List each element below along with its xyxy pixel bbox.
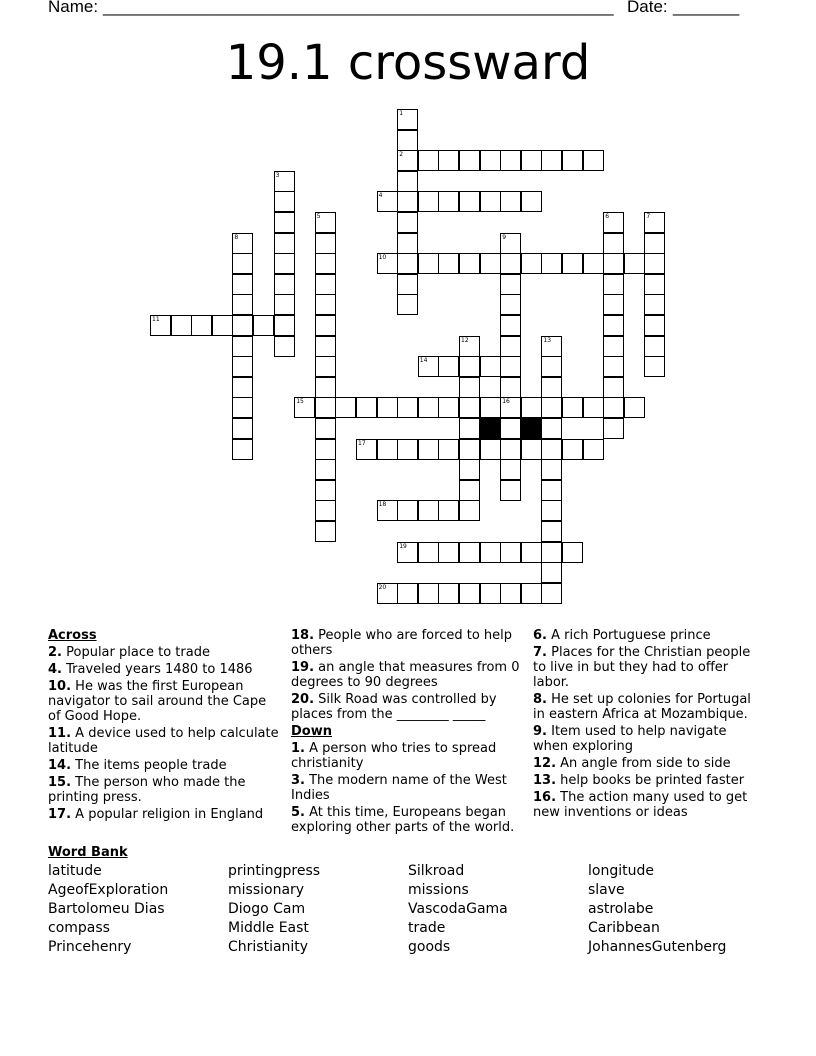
grid-cell[interactable] — [397, 109, 418, 130]
grid-cell[interactable] — [274, 336, 295, 357]
word-bank-entry: missions — [408, 882, 469, 898]
grid-cell[interactable] — [315, 377, 336, 398]
grid-cell[interactable] — [232, 253, 253, 274]
grid-cell[interactable] — [480, 253, 501, 274]
clue-number: 14 — [419, 357, 428, 365]
clue-number-label: 13. — [533, 773, 557, 788]
clue-number-label: 12. — [533, 756, 557, 771]
grid-cell[interactable] — [274, 274, 295, 295]
clue-number-label: 4. — [48, 662, 62, 677]
grid-cell[interactable] — [459, 439, 480, 460]
clue-c-0 — [291, 741, 523, 771]
grid-cell[interactable] — [377, 253, 398, 274]
grid-cell[interactable] — [397, 294, 418, 315]
grid-cell[interactable] — [438, 191, 459, 212]
grid-cell[interactable] — [480, 191, 501, 212]
grid-cell[interactable] — [315, 439, 336, 460]
grid-cell[interactable] — [521, 583, 542, 604]
clue-a-2 — [48, 679, 280, 724]
grid-cell[interactable] — [171, 315, 192, 336]
grid-cell[interactable] — [315, 253, 336, 274]
clue-number: 20 — [378, 583, 387, 591]
clue-b-2 — [291, 692, 523, 722]
grid-cell[interactable] — [521, 542, 542, 563]
clue-number: 11 — [152, 316, 160, 323]
grid-cell[interactable] — [377, 397, 398, 418]
grid-cell[interactable] — [480, 542, 501, 563]
clue-b-1 — [291, 660, 523, 690]
grid-cell[interactable] — [438, 583, 459, 604]
grid-cell[interactable] — [397, 233, 418, 254]
grid-cell[interactable] — [459, 191, 480, 212]
clue-number: 16 — [502, 398, 510, 406]
grid-cell[interactable] — [274, 191, 295, 212]
grid-cell[interactable] — [232, 233, 253, 254]
grid-cell[interactable] — [274, 212, 295, 233]
grid-cell[interactable] — [541, 150, 562, 171]
grid-cell[interactable] — [315, 418, 336, 439]
grid-cell[interactable] — [315, 212, 336, 233]
clue-text: The person who made the printing press. — [48, 775, 246, 805]
date-field[interactable]: _______ — [673, 0, 740, 16]
clue-text: People who are forced to help others — [291, 628, 513, 658]
grid-cell[interactable] — [274, 253, 295, 274]
grid-cell[interactable] — [644, 212, 665, 233]
grid-cell[interactable] — [315, 233, 336, 254]
grid-cell[interactable] — [253, 315, 274, 336]
grid-cell[interactable] — [562, 397, 583, 418]
grid-cell[interactable] — [480, 583, 501, 604]
grid-cell[interactable] — [583, 253, 604, 274]
grid-cell[interactable] — [274, 171, 295, 192]
grid-cell[interactable] — [232, 356, 253, 377]
clue-d-5 — [533, 773, 758, 788]
grid-cell[interactable] — [315, 521, 336, 542]
grid-cell[interactable] — [541, 583, 562, 604]
grid-cell[interactable] — [500, 397, 521, 418]
grid-cell[interactable] — [500, 191, 521, 212]
grid-cell[interactable] — [603, 397, 624, 418]
grid-cell[interactable] — [500, 233, 521, 254]
clue-number-label: 5. — [291, 805, 305, 820]
grid-cell[interactable] — [274, 315, 295, 336]
grid-cell[interactable] — [418, 356, 439, 377]
clues-column-2 — [291, 628, 523, 837]
grid-cell[interactable] — [521, 150, 542, 171]
grid-cell[interactable] — [644, 253, 665, 274]
clue-number-label: 14. — [48, 758, 72, 773]
grid-cell[interactable] — [541, 377, 562, 398]
grid-cell[interactable] — [459, 150, 480, 171]
grid-cell[interactable] — [418, 583, 439, 604]
grid-cell[interactable] — [315, 480, 336, 501]
grid-cell[interactable] — [603, 315, 624, 336]
clue-text: A popular religion in England — [71, 807, 264, 822]
grid-cell[interactable] — [232, 439, 253, 460]
clue-text: an angle that measures from 0 degrees to 90 degrees — [291, 660, 520, 690]
word-bank-entry: AgeofExploration — [48, 882, 169, 898]
word-bank-entry: Middle East — [228, 920, 309, 936]
grid-cell[interactable] — [356, 439, 377, 460]
grid-cell[interactable] — [438, 150, 459, 171]
grid-cell[interactable] — [438, 500, 459, 521]
clue-number-label: 3. — [291, 773, 305, 788]
clue-a-4 — [48, 758, 280, 773]
grid-cell[interactable] — [541, 500, 562, 521]
grid-cell[interactable] — [541, 418, 562, 439]
grid-cell[interactable] — [418, 542, 439, 563]
grid-cell[interactable] — [232, 336, 253, 357]
clue-number: 5 — [316, 213, 321, 220]
grid-cell[interactable] — [274, 233, 295, 254]
clue-text: At this time, Europeans began exploring other parts of the world. — [291, 805, 515, 835]
word-bank-entry: Silkroad — [408, 863, 465, 879]
grid-cell[interactable] — [541, 253, 562, 274]
clue-text: A device used to help calculate latitude — [48, 726, 279, 756]
word-bank-entry: printingpress — [228, 863, 321, 879]
grid-cell[interactable] — [521, 191, 542, 212]
grid-cell[interactable] — [397, 212, 418, 233]
grid-cell[interactable] — [232, 294, 253, 315]
clue-number: 6 — [605, 213, 610, 220]
grid-cell[interactable] — [500, 439, 521, 460]
clue-number: 19 — [399, 542, 407, 550]
grid-cell[interactable] — [377, 191, 398, 212]
clue-number-label: 1. — [291, 741, 305, 756]
grid-cell[interactable] — [583, 397, 604, 418]
grid-cell[interactable] — [603, 336, 624, 357]
grid-cell[interactable] — [459, 356, 480, 377]
word-bank-entry: compass — [48, 920, 110, 936]
grid-cell[interactable] — [541, 521, 562, 542]
grid-cell[interactable] — [418, 191, 439, 212]
clue-number: 2 — [399, 151, 404, 159]
grid-cell[interactable] — [232, 315, 253, 336]
down-heading: Down — [291, 724, 332, 739]
grid-cell[interactable] — [644, 233, 665, 254]
word-bank-entry: JohannesGutenberg — [588, 939, 727, 955]
word-bank-entry: astrolabe — [588, 901, 654, 917]
clue-d-3 — [533, 724, 758, 754]
grid-cell[interactable] — [315, 356, 336, 377]
clue-text: A rich Portuguese prince — [546, 628, 711, 643]
clue-c-2 — [291, 805, 523, 835]
clue-c-1 — [291, 773, 523, 803]
grid-cell[interactable] — [541, 356, 562, 377]
across-clues-column — [48, 628, 280, 824]
clue-d-4 — [533, 756, 758, 771]
grid-cell[interactable] — [500, 315, 521, 336]
clue-b-0 — [291, 628, 523, 658]
grid-cell[interactable] — [377, 583, 398, 604]
grid-cell[interactable] — [459, 500, 480, 521]
grid-cell[interactable] — [500, 480, 521, 501]
clue-number-label: 18. — [291, 628, 315, 643]
clue-text: The modern name of the West Indies — [291, 773, 507, 803]
grid-cell[interactable] — [644, 294, 665, 315]
clue-a-1 — [48, 662, 280, 677]
grid-cell[interactable] — [500, 418, 521, 439]
grid-cell[interactable] — [624, 397, 645, 418]
name-field[interactable]: ______________________________________________________ — [103, 0, 614, 16]
grid-cell[interactable] — [644, 315, 665, 336]
clue-number-label: 6. — [533, 628, 547, 643]
grid-cell[interactable] — [356, 397, 377, 418]
clue-number-label: 10. — [48, 679, 72, 694]
clue-number: 13 — [543, 336, 552, 344]
word-bank-entry: Bartolomeu Dias — [48, 901, 165, 917]
clue-text: The action many used to get new inventions or ideas — [533, 790, 748, 820]
grid-cell[interactable] — [397, 171, 418, 192]
black-square — [521, 418, 542, 439]
grid-cell[interactable] — [315, 500, 336, 521]
word-bank-entry: latitude — [48, 863, 102, 879]
word-bank-entry: Christianity — [228, 939, 309, 955]
grid-cell[interactable] — [191, 315, 212, 336]
grid-cell[interactable] — [459, 377, 480, 398]
grid-cell[interactable] — [500, 274, 521, 295]
clue-number-label: 15. — [48, 775, 72, 790]
clue-number: 10 — [378, 254, 387, 262]
word-bank-heading: Word Bank — [48, 845, 128, 860]
grid-cell[interactable] — [418, 150, 439, 171]
grid-cell[interactable] — [500, 377, 521, 398]
grid-cell[interactable] — [562, 150, 583, 171]
grid-cell[interactable] — [315, 336, 336, 357]
grid-cell[interactable] — [397, 439, 418, 460]
clue-text: He set up colonies for Portugal in eastern Africa at Mozambique. — [533, 692, 751, 722]
grid-cell[interactable] — [500, 459, 521, 480]
word-bank-entry: Caribbean — [588, 920, 660, 936]
clue-number-label: 16. — [533, 790, 557, 805]
grid-cell[interactable] — [500, 253, 521, 274]
grid-cell[interactable] — [500, 150, 521, 171]
clue-number: 18 — [378, 501, 387, 509]
grid-cell[interactable] — [459, 542, 480, 563]
grid-cell[interactable] — [603, 377, 624, 398]
clue-number: 8 — [234, 233, 239, 241]
clue-number: 4 — [378, 192, 383, 200]
grid-cell[interactable] — [644, 336, 665, 357]
grid-cell[interactable] — [397, 274, 418, 295]
grid-cell[interactable] — [438, 397, 459, 418]
grid-cell[interactable] — [315, 397, 336, 418]
clue-a-0 — [48, 645, 280, 660]
across-heading: Across — [48, 628, 97, 643]
grid-cell[interactable] — [315, 459, 336, 480]
grid-cell[interactable] — [644, 274, 665, 295]
grid-cell[interactable] — [459, 336, 480, 357]
grid-cell[interactable] — [583, 439, 604, 460]
clue-text: Silk Road was controlled by places from the ________ _____ — [291, 692, 497, 722]
word-bank-entry: Diogo Cam — [228, 901, 306, 917]
grid-cell[interactable] — [438, 439, 459, 460]
grid-cell[interactable] — [418, 253, 439, 274]
grid-cell[interactable] — [418, 500, 439, 521]
grid-cell[interactable] — [294, 397, 315, 418]
word-bank-entry: longitude — [588, 863, 654, 879]
grid-cell[interactable] — [562, 253, 583, 274]
grid-cell[interactable] — [624, 253, 645, 274]
grid-cell[interactable] — [315, 274, 336, 295]
grid-cell[interactable] — [212, 315, 233, 336]
grid-cell[interactable] — [397, 130, 418, 151]
clue-d-1 — [533, 645, 758, 690]
clue-d-2 — [533, 692, 758, 722]
grid-cell[interactable] — [438, 253, 459, 274]
grid-cell[interactable] — [438, 542, 459, 563]
grid-cell[interactable] — [418, 439, 439, 460]
grid-cell[interactable] — [459, 397, 480, 418]
grid-cell[interactable] — [541, 439, 562, 460]
grid-cell[interactable] — [603, 294, 624, 315]
clue-text: He was the first European navigator to sail around the Cape of Good Hope. — [48, 679, 267, 724]
grid-cell[interactable] — [541, 562, 562, 583]
grid-cell[interactable] — [397, 397, 418, 418]
word-bank-entry: Princehenry — [48, 939, 132, 955]
grid-cell[interactable] — [397, 500, 418, 521]
date-label: Date: — [627, 0, 668, 16]
clue-number: 15 — [296, 398, 304, 406]
grid-cell[interactable] — [232, 377, 253, 398]
clue-number: 1 — [399, 110, 404, 117]
clue-number-label: 19. — [291, 660, 315, 675]
grid-cell[interactable] — [521, 397, 542, 418]
grid-cell[interactable] — [459, 480, 480, 501]
grid-cell[interactable] — [459, 459, 480, 480]
clue-text: A person who tries to spread christianity — [291, 741, 497, 771]
grid-cell[interactable] — [603, 356, 624, 377]
grid-cell[interactable] — [480, 397, 501, 418]
grid-cell[interactable] — [397, 542, 418, 563]
grid-cell[interactable] — [521, 253, 542, 274]
grid-cell[interactable] — [603, 233, 624, 254]
grid-cell[interactable] — [335, 397, 356, 418]
grid-cell[interactable] — [541, 459, 562, 480]
clue-d-0 — [533, 628, 758, 643]
clue-text: The items people trade — [71, 758, 227, 773]
clue-a-5 — [48, 775, 280, 805]
grid-cell[interactable] — [603, 418, 624, 439]
clue-number-label: 20. — [291, 692, 315, 707]
down-clues-column — [533, 628, 758, 822]
grid-cell[interactable] — [480, 150, 501, 171]
clue-number-label: 2. — [48, 645, 62, 660]
clue-d-6 — [533, 790, 758, 820]
clue-a-6 — [48, 807, 280, 822]
clue-text: Traveled years 1480 to 1486 — [61, 662, 253, 677]
grid-cell[interactable] — [377, 439, 398, 460]
grid-cell[interactable] — [500, 542, 521, 563]
grid-cell[interactable] — [397, 150, 418, 171]
grid-cell[interactable] — [315, 294, 336, 315]
grid-cell[interactable] — [438, 356, 459, 377]
clue-text: help books be printed faster — [556, 773, 745, 788]
grid-cell[interactable] — [459, 418, 480, 439]
grid-cell[interactable] — [397, 253, 418, 274]
grid-cell[interactable] — [603, 253, 624, 274]
page-title: 19.1 crossward — [225, 35, 591, 91]
grid-cell[interactable] — [480, 356, 501, 377]
grid-cell[interactable] — [562, 542, 583, 563]
grid-cell[interactable] — [562, 439, 583, 460]
grid-cell[interactable] — [397, 583, 418, 604]
grid-cell[interactable] — [500, 336, 521, 357]
grid-cell[interactable] — [603, 212, 624, 233]
clue-number: 9 — [502, 233, 507, 241]
name-label: Name: — [48, 0, 99, 16]
grid-cell[interactable] — [521, 439, 542, 460]
grid-cell[interactable] — [150, 315, 171, 336]
grid-cell[interactable] — [644, 356, 665, 377]
word-bank-entry: VascodaGama — [408, 901, 508, 917]
clue-number-label: 7. — [533, 645, 547, 660]
grid-cell[interactable] — [232, 418, 253, 439]
grid-cell[interactable] — [315, 315, 336, 336]
clue-number-label: 9. — [533, 724, 547, 739]
grid-cell[interactable] — [232, 274, 253, 295]
grid-cell[interactable] — [232, 397, 253, 418]
grid-cell[interactable] — [397, 191, 418, 212]
clue-number-label: 8. — [533, 692, 547, 707]
clue-text: Popular place to trade — [61, 645, 210, 660]
grid-cell[interactable] — [418, 397, 439, 418]
clue-text: Places for the Christian people to live in but they had to offer labor. — [533, 645, 751, 690]
clue-number-label: 11. — [48, 726, 72, 741]
grid-cell[interactable] — [603, 274, 624, 295]
grid-cell[interactable] — [377, 500, 398, 521]
clue-number: 3 — [275, 171, 280, 179]
black-square — [480, 418, 501, 439]
grid-cell[interactable] — [583, 150, 604, 171]
grid-cell[interactable] — [541, 480, 562, 501]
grid-cell[interactable] — [500, 583, 521, 604]
grid-cell[interactable] — [480, 439, 501, 460]
grid-cell[interactable] — [541, 397, 562, 418]
grid-cell[interactable] — [459, 253, 480, 274]
clue-number-label: 17. — [48, 807, 72, 822]
grid-cell[interactable] — [500, 356, 521, 377]
word-bank-entry: trade — [408, 920, 446, 936]
grid-cell[interactable] — [500, 294, 521, 315]
clue-number: 7 — [646, 213, 651, 220]
clue-text: An angle from side to side — [556, 756, 731, 771]
word-bank-entry: missionary — [228, 882, 305, 898]
word-bank-entry: goods — [408, 939, 451, 955]
word-bank-entry: slave — [588, 882, 625, 898]
clue-number: 12 — [461, 336, 469, 344]
clue-text: Item used to help navigate when exploring — [533, 724, 727, 754]
grid-cell[interactable] — [541, 336, 562, 357]
grid-cell[interactable] — [541, 542, 562, 563]
grid-cell[interactable] — [459, 583, 480, 604]
clue-number: 17 — [358, 439, 366, 447]
grid-cell[interactable] — [274, 294, 295, 315]
clue-a-3 — [48, 726, 280, 756]
